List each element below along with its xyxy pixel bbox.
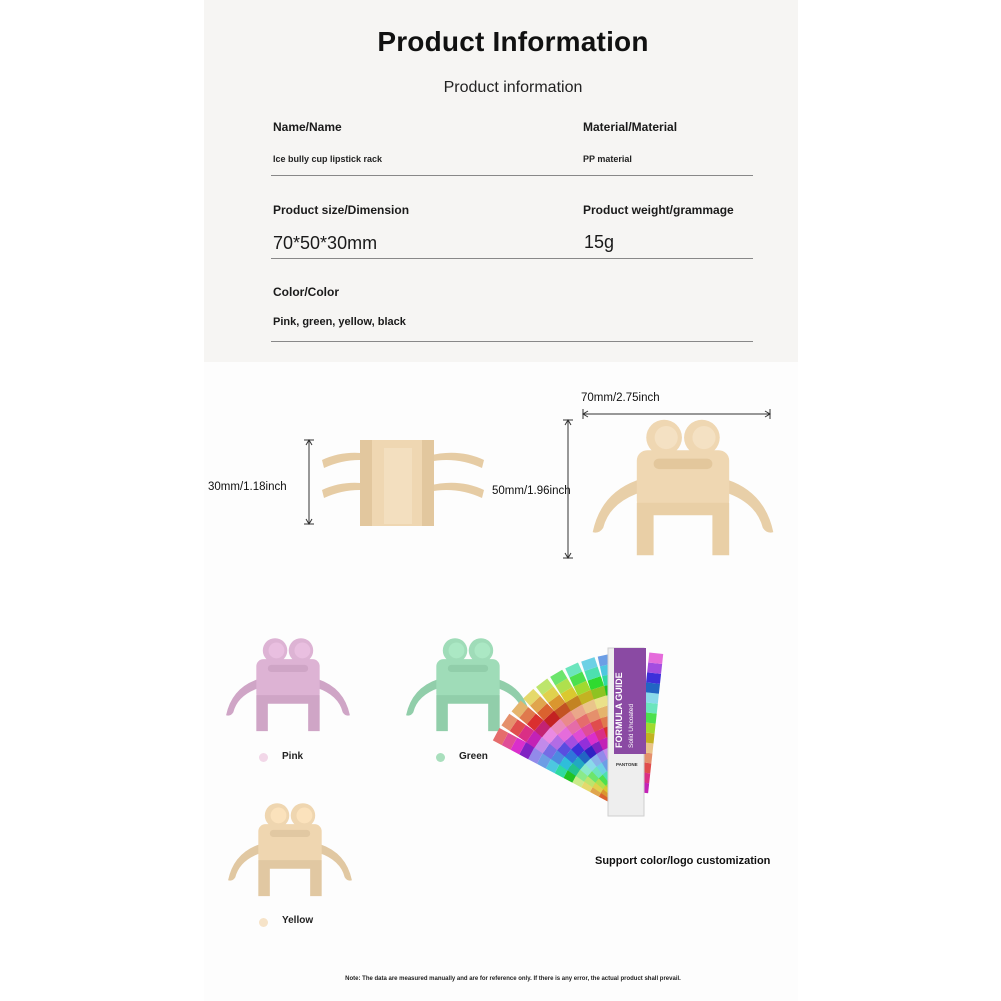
color-chip [648, 653, 663, 664]
depth-arrow-icon [300, 438, 320, 526]
guide-title: FORMULA GUIDE [614, 672, 624, 748]
yellow-label: Yellow [282, 915, 314, 926]
green-swatch [436, 753, 445, 762]
green-label: Green [459, 751, 488, 762]
footnote: Note: The data are measured manually and are for reference only. If there is any error, the actual product shall prevail. [345, 976, 681, 982]
material-label: Material/Material [583, 120, 678, 134]
size-value: 70*50*30mm [273, 233, 378, 253]
page-subtitle: Product information [443, 79, 583, 96]
product-yellow-image [220, 800, 360, 896]
product-side-view [318, 438, 488, 530]
name-value: Ice bully cup lipstick rack [273, 154, 383, 164]
pink-label: Pink [282, 751, 304, 762]
customization-note: Support color/logo customization [595, 855, 771, 867]
weight-label: Product weight/grammage [583, 203, 734, 217]
color-chip [647, 662, 662, 673]
weight-value: 15g [584, 232, 615, 252]
height-dimension-label: 50mm/1.96inch [492, 485, 571, 497]
color-guide-image [606, 640, 796, 820]
color-chip [646, 672, 661, 683]
name-label: Name/Name [273, 120, 342, 134]
color-chip [645, 682, 660, 693]
divider [271, 258, 753, 259]
guide-subtitle: Solid Uncoated [628, 703, 635, 748]
product-green-image [398, 635, 538, 731]
product-front-view [583, 418, 783, 560]
material-value: PP material [583, 154, 632, 164]
depth-dimension-label: 30mm/1.18inch [208, 481, 287, 493]
height-arrow-icon [560, 418, 576, 560]
divider [271, 341, 753, 342]
divider [271, 175, 753, 176]
pink-swatch [259, 753, 268, 762]
color-label: Color/Color [273, 285, 339, 299]
guide-brand: PANTONE [616, 762, 638, 767]
product-pink-image [218, 635, 358, 731]
color-value: Pink, green, yellow, black [273, 316, 406, 328]
page-title: Product Information [377, 26, 649, 57]
yellow-swatch [259, 918, 268, 927]
size-label: Product size/Dimension [273, 203, 410, 217]
width-dimension-label: 70mm/2.75inch [581, 392, 660, 404]
color-chip [644, 692, 659, 703]
